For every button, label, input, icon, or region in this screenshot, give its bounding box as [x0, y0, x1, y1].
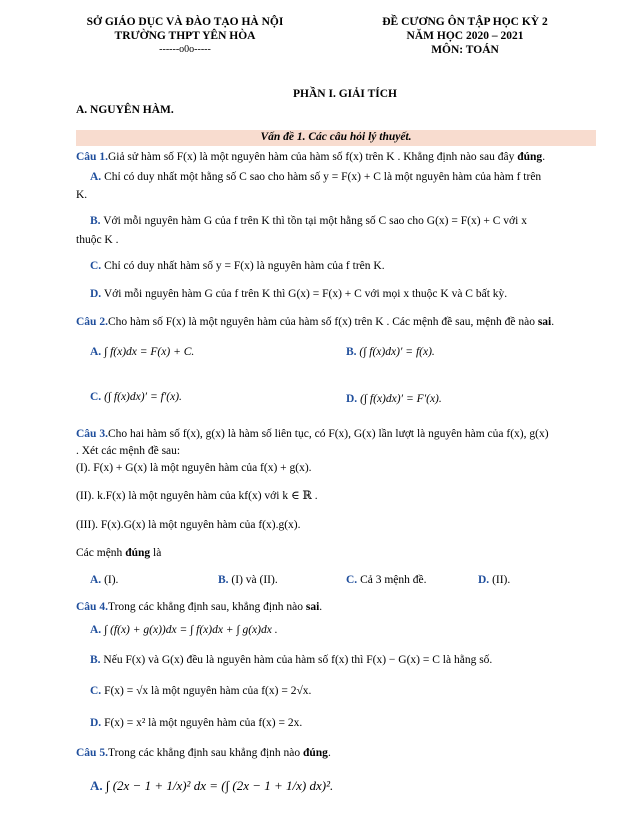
q1-option-b[interactable]: B. Với mỗi nguyên hàm G của f trên K thì tồn tại một hằng số C sao cho G(x) = F(x) + C với x: [90, 215, 527, 227]
school-department: SỞ GIÁO DỤC VÀ ĐÀO TẠO HÀ NỘI: [86, 16, 284, 28]
school-year: NĂM HỌC 2020 – 2021: [406, 30, 524, 42]
q3-statement-1: (I). F(x) + G(x) là một nguyên hàm của f(x) + g(x).: [76, 462, 312, 474]
q1-option-a[interactable]: A. Chỉ có duy nhất một hằng số C sao cho hàm số y = F(x) + C là một nguyên hàm của hàm f trên: [90, 171, 542, 183]
q3-statement-2: (II). k.F(x) là một nguyên hàm của kf(x) với k ∈ ℝ .: [76, 490, 318, 502]
q4-option-b[interactable]: B. Nếu F(x) và G(x) đều là nguyên hàm của hàm số f(x) thì F(x) − G(x) = C là hằng số.: [90, 654, 493, 666]
question-4: Câu 4.Trong các khẳng định sau, khẳng định nào sai.: [76, 601, 323, 613]
subject: MÔN: TOÁN: [431, 44, 499, 56]
q3-ask: Các mệnh đúng là: [76, 547, 162, 559]
q1-option-c[interactable]: C. Chỉ có duy nhất hàm số y = F(x) là nguyên hàm của f trên K.: [90, 260, 385, 272]
q3-text-cont: . Xét các mệnh đề sau:: [76, 445, 181, 457]
question-5: Câu 5.Trong các khẳng định sau khẳng định nào đúng.: [76, 747, 331, 759]
header-divider: ------o0o-----: [159, 44, 211, 55]
part-title: PHẦN I. GIẢI TÍCH: [293, 88, 397, 100]
q1-option-a-cont: K.: [76, 189, 88, 201]
q1-option-d[interactable]: D. Với mỗi nguyên hàm G của f trên K thì G(x) = F(x) + C với mọi x thuộc K và C bất kỳ.: [90, 288, 508, 300]
q2-option-b[interactable]: B. (∫ f(x)dx)′ = f(x).: [346, 346, 435, 358]
section-title: A. NGUYÊN HÀM.: [76, 104, 174, 116]
q3-option-a[interactable]: A. (I).: [90, 574, 119, 586]
q3-option-b[interactable]: B. (I) và (II).: [218, 574, 278, 586]
q1-option-b-cont: thuộc K .: [76, 234, 119, 246]
q4-option-c[interactable]: C. F(x) = √x là một nguyên hàm của f(x) = 2√x.: [90, 685, 312, 697]
question-2: Câu 2.Cho hàm số F(x) là một nguyên hàm của hàm số f(x) trên K . Các mệnh đề sau, mệnh đề nào sai.: [76, 316, 555, 328]
doc-title: ĐỀ CƯƠNG ÔN TẬP HỌC KỲ 2: [382, 16, 548, 28]
q2-option-a[interactable]: A. ∫ f(x)dx = F(x) + C.: [90, 346, 195, 358]
q5-option-a[interactable]: A. ∫ (2x − 1 + 1/x)² dx = (∫ (2x − 1 + 1/x) dx)².: [90, 778, 334, 793]
q2-option-d[interactable]: D. (∫ f(x)dx)′ = F′(x).: [346, 393, 442, 405]
question-1: Câu 1.Giả sử hàm số F(x) là một nguyên hàm của hàm số f(x) trên K . Khẳng định nào sau đây đúng.: [76, 151, 546, 163]
q4-option-d[interactable]: D. F(x) = x² là một nguyên hàm của f(x) = 2x.: [90, 717, 303, 729]
q3-option-c[interactable]: C. Cả 3 mệnh đề.: [346, 574, 427, 586]
topic-title: Vấn đề 1. Các câu hỏi lý thuyết.: [260, 131, 412, 143]
school-name: TRƯỜNG THPT YÊN HÒA: [114, 30, 256, 42]
q3-option-d[interactable]: D. (II).: [478, 574, 511, 586]
q1-label: Câu 1.: [76, 151, 108, 163]
q4-option-a[interactable]: A. ∫ (f(x) + g(x))dx = ∫ f(x)dx + ∫ g(x)dx .: [90, 624, 278, 636]
q3-statement-3: (III). F(x).G(x) là một nguyên hàm của f(x).g(x).: [76, 519, 301, 531]
q2-option-c[interactable]: C. (∫ f(x)dx)′ = f′(x).: [90, 391, 182, 403]
question-3: Câu 3.Cho hai hàm số f(x), g(x) là hàm số liên tục, có F(x), G(x) lần lượt là nguyên hàm của f(x), g(x): [76, 428, 549, 440]
